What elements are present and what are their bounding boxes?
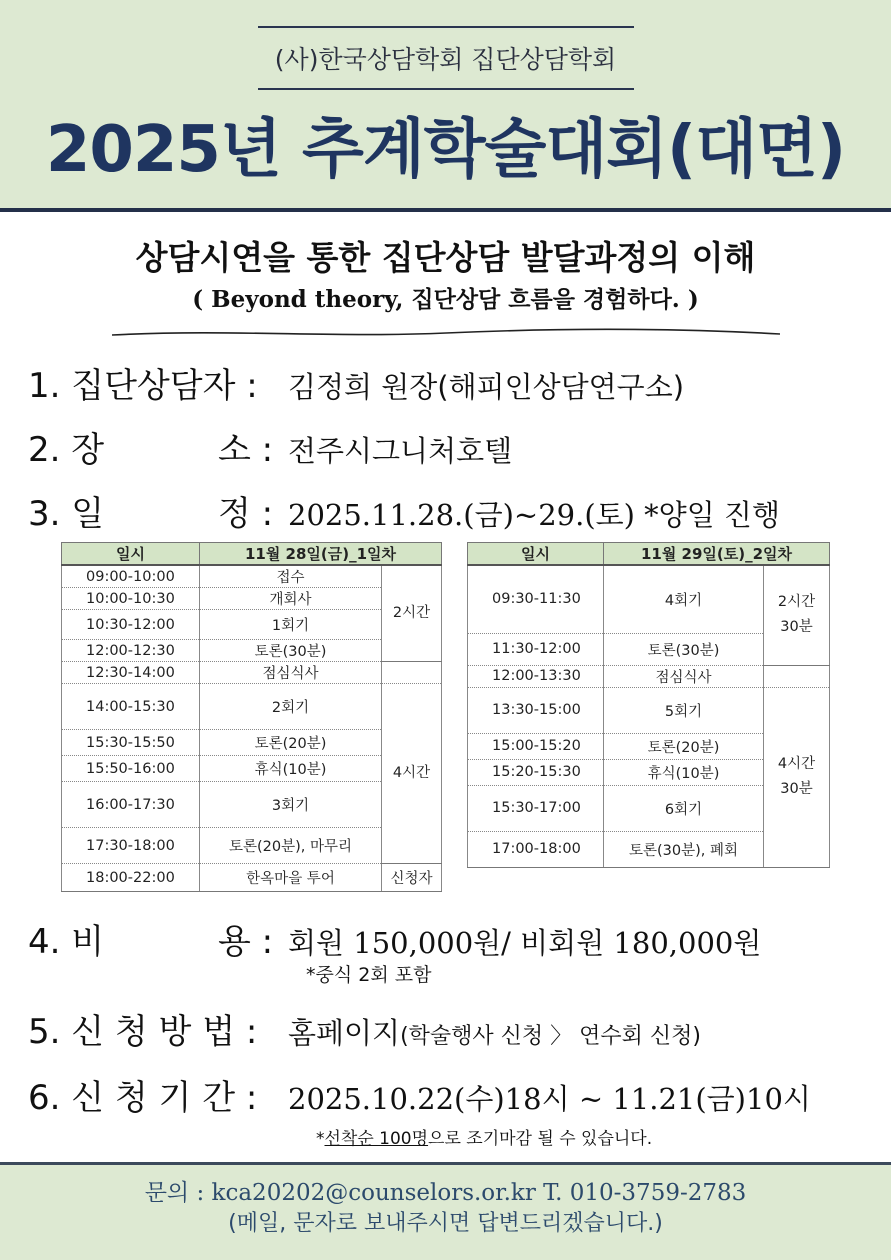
day1-schedule-table xyxy=(61,542,442,892)
date-value: 2025.11.28.(금)~29.(토) *양일 진행 xyxy=(288,498,780,532)
table-row: 13:30-15:00 xyxy=(468,687,604,733)
day1-header-date: 11월 28일(금)_1일차 xyxy=(200,543,442,566)
duration-cell: 4시간 xyxy=(382,684,442,864)
table-cell: 토론(20분) xyxy=(200,730,382,756)
table-row: 15:00-15:20 xyxy=(468,733,604,759)
place-row xyxy=(28,422,512,471)
day2-header-date: 11월 29일(토)_2일차 xyxy=(604,543,830,566)
table-cell: 한옥마을 투어 xyxy=(200,864,382,892)
period-label: 6. 신 청 기 간 : xyxy=(28,1078,258,1118)
place-label: 2. 장 소 : xyxy=(28,430,274,470)
header-divider xyxy=(0,208,891,212)
table-row: 12:00-13:30 xyxy=(468,665,604,687)
table-cell: 점심식사 xyxy=(604,665,764,687)
top-rule xyxy=(258,26,634,28)
counselor-label: 1. 집단상담자 : xyxy=(28,366,258,406)
place-value: 전주시그니처호텔 xyxy=(288,434,513,468)
method-row xyxy=(28,1004,701,1053)
table-cell: 휴식(10분) xyxy=(200,756,382,782)
table-cell: 3회기 xyxy=(200,782,382,828)
method-detail: (학술행사 신청 〉 연수회 신청) xyxy=(400,1024,701,1049)
table-row: 15:30-17:00 xyxy=(468,785,604,831)
period-value: 2025.10.22(수)18시 ~ 11.21(금)10시 xyxy=(288,1082,811,1116)
table-row: 17:00-18:00 xyxy=(468,831,604,867)
table-cell xyxy=(382,662,442,684)
method-label: 5. 신 청 방 법 : xyxy=(28,1012,258,1052)
table-cell: 2회기 xyxy=(200,684,382,730)
table-row: 12:30-14:00 xyxy=(62,662,200,684)
table-row: 10:00-10:30 xyxy=(62,588,200,610)
table-cell: 6회기 xyxy=(604,785,764,831)
contact-note: (메일, 문자로 보내주시면 답변드리겠습니다.) xyxy=(228,1211,663,1236)
table-row: 14:00-15:30 xyxy=(62,684,200,730)
period-note xyxy=(316,1124,652,1149)
duration-cell: 4시간 30분 xyxy=(764,687,830,867)
org-rule xyxy=(258,88,634,90)
day2-header-time: 일시 xyxy=(468,543,604,566)
table-row: 17:30-18:00 xyxy=(62,828,200,864)
method-value: 홈페이지 xyxy=(288,1016,401,1050)
table-row: 15:20-15:30 xyxy=(468,759,604,785)
duration-cell: 2시간 30분 xyxy=(764,565,830,665)
period-row xyxy=(28,1070,811,1119)
duration-cell: 2시간 xyxy=(382,565,442,662)
counselor-row xyxy=(28,358,684,407)
table-cell: 점심식사 xyxy=(200,662,382,684)
table-cell: 휴식(10분) xyxy=(604,759,764,785)
table-cell: 개회사 xyxy=(200,588,382,610)
table-row: 15:30-15:50 xyxy=(62,730,200,756)
day2-schedule-table xyxy=(467,542,830,868)
table-cell: 토론(20분) xyxy=(604,733,764,759)
table-cell: 토론(20분), 마무리 xyxy=(200,828,382,864)
counselor-value: 김정희 원장(해피인상담연구소) xyxy=(288,370,685,404)
table-cell: 토론(30분) xyxy=(200,640,382,662)
table-cell: 4회기 xyxy=(604,565,764,633)
table-row: 15:50-16:00 xyxy=(62,756,200,782)
fee-row xyxy=(28,914,761,963)
contact-info: 문의 : kca20202@counselors.or.kr T. 010-3759-2783 xyxy=(144,1180,747,1206)
page-title: 2025년 추계학술대회(대면) xyxy=(45,113,846,187)
table-row: 16:00-17:30 xyxy=(62,782,200,828)
table-cell: 1회기 xyxy=(200,610,382,640)
organization-name: (사)한국상담학회 집단상담학회 xyxy=(274,45,617,74)
table-row: 09:30-11:30 xyxy=(468,565,604,633)
table-cell: 접수 xyxy=(200,565,382,588)
wave-divider xyxy=(112,326,780,340)
table-cell: 토론(30분), 폐회 xyxy=(604,831,764,867)
table-row: 18:00-22:00 xyxy=(62,864,200,892)
fee-value: 회원 150,000원/ 비회원 180,000원 xyxy=(288,926,762,960)
fee-note: *중식 2회 포함 xyxy=(306,964,432,986)
date-label: 3. 일 정 : xyxy=(28,494,274,534)
duration-cell: 신청자 xyxy=(382,864,442,892)
note-underlined: 선착순 100명 xyxy=(324,1129,429,1149)
day1-header-time: 일시 xyxy=(62,543,200,566)
note-suffix: 으로 조기마감 될 수 있습니다. xyxy=(428,1129,653,1149)
date-row xyxy=(28,486,780,535)
theme-tagline: ( Beyond theory, 집단상담 흐름을 경험하다. ) xyxy=(192,286,699,313)
theme-title: 상담시연을 통한 집단상담 발달과정의 이해 xyxy=(135,238,756,277)
table-cell: 5회기 xyxy=(604,687,764,733)
fee-label: 4. 비 용 : xyxy=(28,922,274,962)
table-row: 12:00-12:30 xyxy=(62,640,200,662)
table-cell xyxy=(764,665,830,687)
note-prefix: * xyxy=(316,1129,325,1149)
table-cell: 토론(30분) xyxy=(604,633,764,665)
table-row: 11:30-12:00 xyxy=(468,633,604,665)
table-row: 09:00-10:00 xyxy=(62,565,200,588)
table-row: 10:30-12:00 xyxy=(62,610,200,640)
